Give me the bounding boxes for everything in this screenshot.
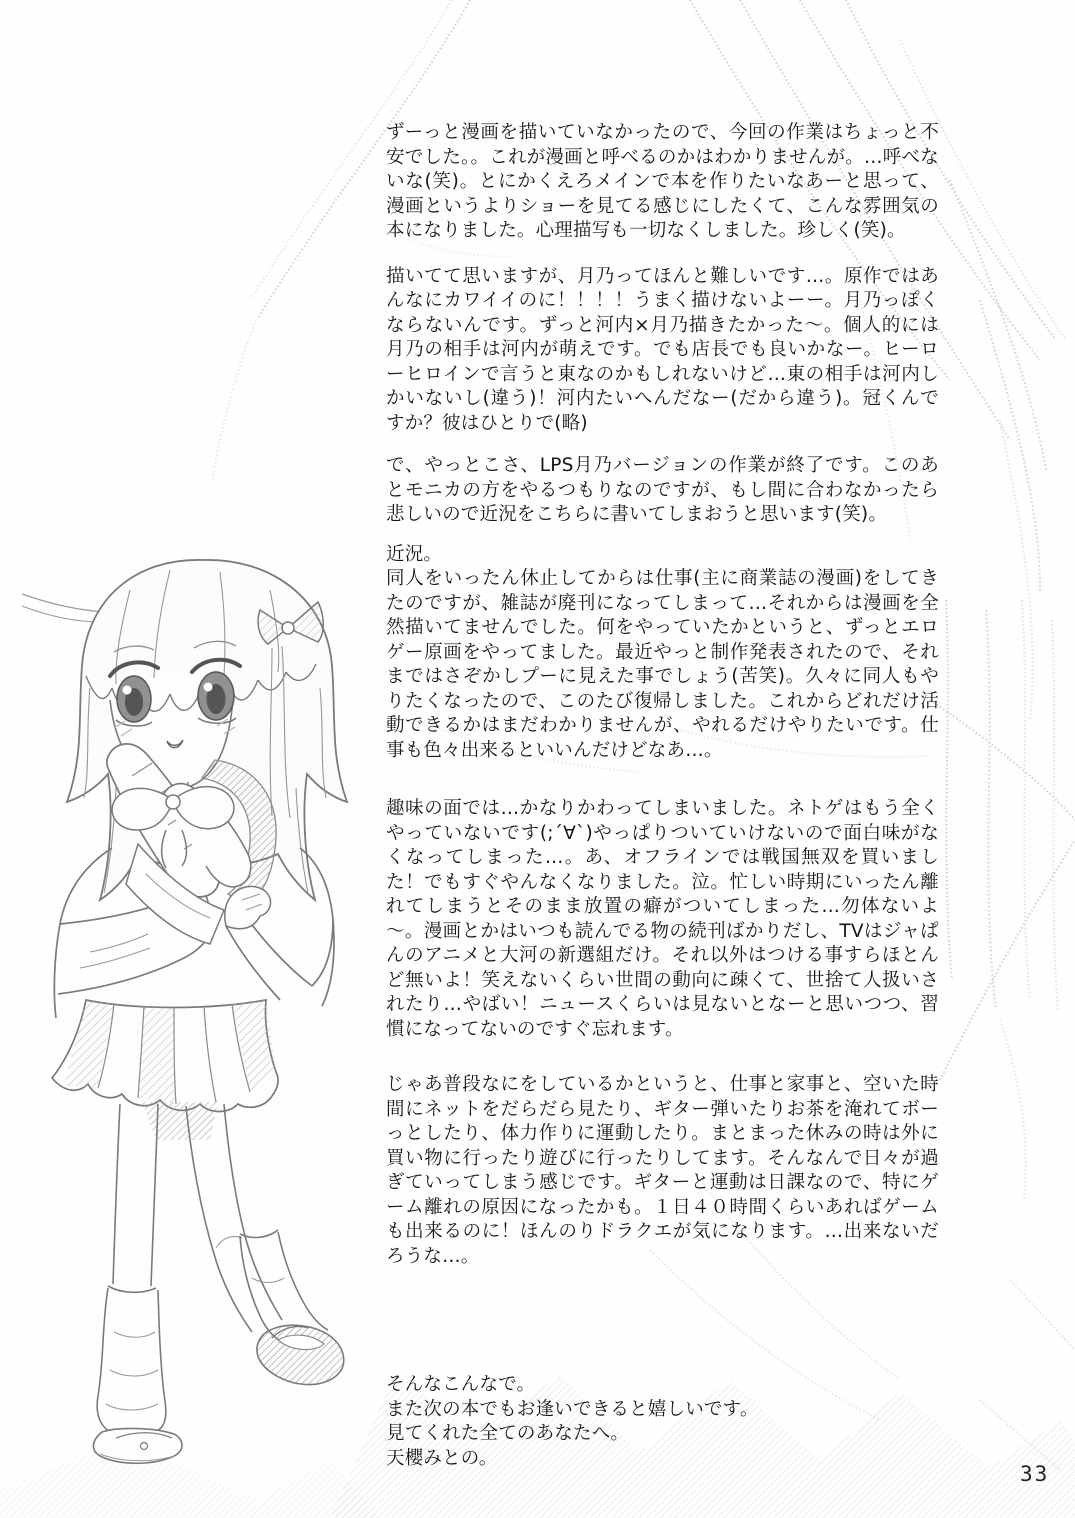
author-signature: 天櫻みとの。 [386,1447,498,1469]
status-paragraph-3: じゃあ普段なにをしているかというと、仕事と家事と、空いた時間にネットをだらだら見たり、ギター弾いたりお茶を淹れてボーっとしたり、体力作りに運動したり。まとまった休みの時は外に買い物に行ったり遊びに行ったりしてます。そんなんで日々が過ぎていってしまう感じです。ギターと運動は日課なので、特にゲーム離れの原因になったかも。１日４０時間くらいあればゲームも出来るのに！ほんのりドラクエが気になります。…出来ないだろうな…。 [386,1074,939,1267]
page-number: 33 [1020,1462,1050,1486]
skirt [52,1000,278,1112]
left-shoe [93,1428,182,1463]
stray-hair-strands [22,594,104,622]
left-sock [97,1286,166,1437]
afterword-paragraph-3: で、やっとこさ、LPS月乃バージョンの作業が終了です。このあとモニカの方をやるつもりなのですが、もし間に合わなかったら悲しいので近況をこちらに書いてしまおうと思います(笑)。 [386,455,939,525]
closing-line-1: そんなこんなで。 [386,1374,536,1395]
status-heading: 近況。 [386,543,443,565]
right-shoe [257,1325,344,1384]
closing-line-3: 見てくれた全てのあなたへ。 [386,1423,630,1444]
afterword-paragraph-1: ずーっと漫画を描いていなかったので、今回の作業はちょっと不安でした。。これが漫画と呼べるのかはわかりませんが。…呼べないな(笑)。とにかくえろメインで本を作りたいなあーと思って、漫画というよりショーを見てる感じにしたくて、こんな雰囲気の本になりました。心理描写も一切なくしました。珍しく(笑)。 [386,122,939,241]
girl-illustration [20,548,370,1473]
closing-block [386,1373,939,1471]
status-paragraph-2: 趣味の面では…かなりかわってしまいました。ネトゲはもう全くやっていないです(;´∀`)やっぱりついていけないので面白味がなくなってしまった…。あ、オフラインでは戦国無双を買いました！でもすぐやんなくなりました。泣。忙しい時期にいったん離れてしまうとそのまま放置の癖がついてしまった…勿体ないよ～。漫画とかはいつも読んでる物の続刊ばかりだし、TVはジャぱんのアニメと大河の新選組だけ。それ以外はつける事すらほとんど無いよ！笑えないくらい世間の動向に疎くて、世捨て人扱いされたり…やばい！ニュースくらいは見ないとなーと思いつつ、習慣になってないのですぐ忘れます。 [386,798,939,1040]
afterword-paragraph-2: 描いてて思いますが、月乃ってほんと難しいです…。原作ではあんなにカワイイのに！！！！うまく描けないよーー。月乃っぽくならないんです。ずっと河内×月乃描きたかった～。個人的には月乃の相手は河内が萌えです。でも店長でも良いかなー。ヒーローヒロインで言うと東なのかもしれないけど…東の相手は河内しかいないし(違う)！河内たいへんだなー(だから違う)。冠くんですか？彼はひとりで(略) [386,265,939,434]
status-paragraph-1: 同人をいったん休止してからは仕事(主に商業誌の漫画)をしてきたのですが、雑誌が廃刊になってしまって…それからは漫画を全然描いてませんでした。何をやっていたかというと、ずっとエロゲー原画をやってました。最近やっと制作発表されたので、それまではさぞかしプーに見えた事でしょう(苦笑)。久々に同人もやりたくなったので、このたび復帰しました。これからどれだけ活動できるかはまだわかりませんが、やれるだけやりたいです。仕事も色々出来るといいんだけどなあ…。 [386,568,940,761]
closing-line-2: また次の本でもお逢いできると嬉しいです。 [386,1398,759,1420]
skirt-shadow [142,1102,218,1140]
afterword-text [386,121,939,1471]
